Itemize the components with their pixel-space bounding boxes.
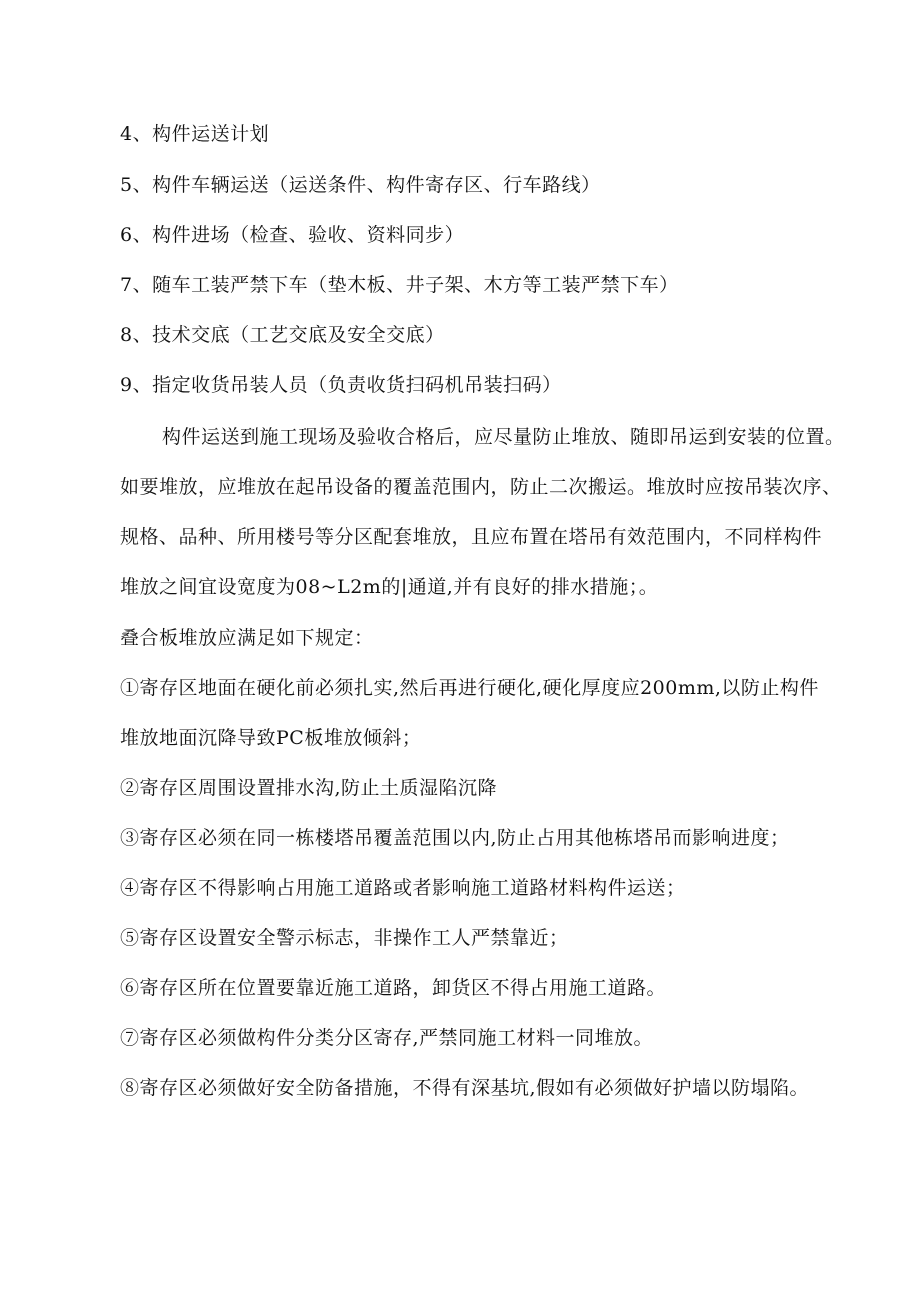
rules-heading: 叠合板堆放应满足如下规定：	[120, 627, 374, 649]
list-item-7: 7、随车工装严禁下车（垫木板、井子架、木方等工装严禁下车）	[120, 274, 679, 296]
list-item-9: 9、指定收货吊装人员（负责收货扫码机吊装扫码）	[120, 374, 562, 396]
list-item-4: 4、构件运送计划	[120, 123, 270, 145]
rule-item-3: ③寄存区必须在同一栋楼塔吊覆盖范围以内,防止占用其他栋塔吊而影响进度；	[120, 827, 790, 849]
paragraph-line: 构件运送到施工现场及验收合格后，应尽量防止堆放、随即吊运到安装的位置。	[162, 426, 845, 448]
paragraph-line: 堆放之间宜设宽度为08~L2m的|通道,并有良好的排水措施；。	[120, 576, 659, 598]
rule-item-7: ⑦寄存区必须做构件分类分区寄存,严禁同施工材料一同堆放。	[120, 1027, 654, 1049]
rule-item-2: ②寄存区周围设置排水沟,防止土质湿陷沉降	[120, 777, 498, 799]
rule-item-5: ⑤寄存区设置安全警示标志，非操作工人严禁靠近；	[120, 927, 569, 949]
paragraph-line: 如要堆放，应堆放在起吊设备的覆盖范围内，防止二次搬运。堆放时应按吊装次序、	[120, 476, 842, 498]
list-item-6: 6、构件进场（检查、验收、资料同步）	[120, 224, 465, 246]
list-item-5: 5、构件车辆运送（运送条件、构件寄存区、行车路线）	[120, 174, 601, 196]
rule-item-6: ⑥寄存区所在位置要靠近施工道路，卸货区不得占用施工道路。	[120, 977, 667, 999]
paragraph-line: 规格、品种、所用楼号等分区配套堆放，且应布置在塔吊有效范围内，不同样构件	[120, 526, 823, 548]
rule-item-8: ⑧寄存区必须做好安全防备措施，不得有深基坑,假如有必须做好护墙以防塌陷。	[120, 1077, 810, 1099]
rule-item-1: ①寄存区地面在硬化前必须扎实,然后再进行硬化,硬化厚度应200mm,以防止构件	[120, 677, 819, 699]
rule-item-4: ④寄存区不得影响占用施工道路或者影响施工道路材料构件运送；	[120, 877, 686, 899]
rule-item-1-continued: 堆放地面沉降导致PC板堆放倾斜；	[120, 727, 422, 749]
list-item-8: 8、技术交底（工艺交底及安全交底）	[120, 324, 445, 346]
